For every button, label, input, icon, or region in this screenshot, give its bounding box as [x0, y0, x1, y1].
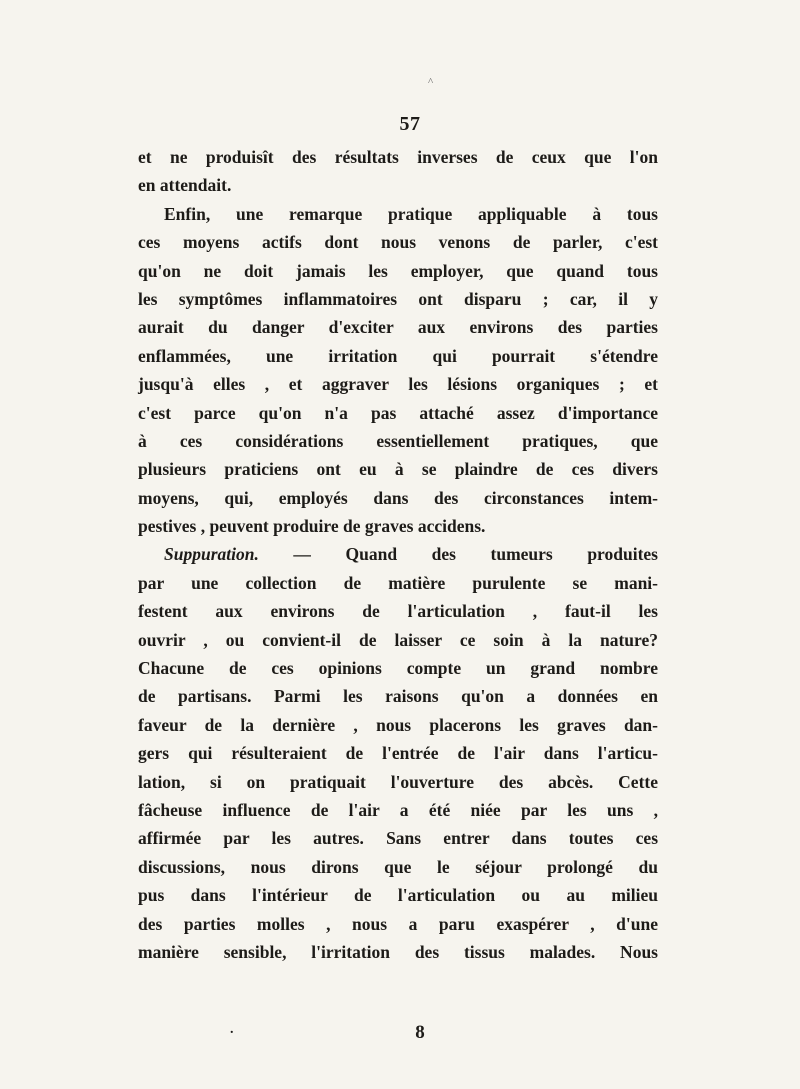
text-line: aurait du danger d'exciter aux environs des parties: [138, 317, 658, 338]
text-line: les symptômes inflammatoires ont disparu ; car, il y: [138, 288, 658, 309]
text-line-content: — Quand des tumeurs produites: [293, 544, 658, 565]
text-line: pus dans l'intérieur de l'articulation ou au milieu: [138, 885, 658, 906]
text-line: Chacune de ces opinions compte un grand nombre: [138, 658, 658, 679]
text-line: discussions, nous dirons que le séjour prolongé du: [138, 856, 658, 877]
text-line: c'est parce qu'on n'a pas attaché assez d'importance: [138, 402, 658, 423]
text-line: enflammées, une irritation qui pourrait s'étendre: [138, 345, 658, 366]
text-line: moyens, qui, employés dans des circonstances intem-: [138, 487, 658, 508]
text-line: des parties molles , nous a paru exaspérer , d'une: [138, 913, 658, 934]
text-line: lation, si on pratiquait l'ouverture des abcès. Cette: [138, 771, 658, 792]
text-line: ces moyens actifs dont nous venons de parler, c'est: [138, 232, 658, 253]
text-line: faveur de la dernière , nous placerons les graves dan-: [138, 714, 658, 735]
text-line: qu'on ne doit jamais les employer, que quand tous: [138, 260, 658, 281]
text-line: affirmée par les autres. Sans entrer dans toutes ces: [138, 828, 658, 849]
text-line: plusieurs praticiens ont eu à se plaindre de ces divers: [138, 459, 658, 480]
text-line: manière sensible, l'irritation des tissus malades. Nous: [138, 941, 658, 962]
text-line: gers qui résulteraient de l'entrée de l'air dans l'articu-: [138, 743, 658, 764]
text-line: ouvrir , ou convient-il de laisser ce soin à la nature?: [138, 629, 658, 650]
text-line: et ne produisît des résultats inverses de ceux que l'on: [138, 147, 658, 167]
stray-mark: ^: [428, 76, 434, 88]
text-line: de partisans. Parmi les raisons qu'on a données en: [138, 686, 658, 707]
footer-dot: .: [230, 1022, 234, 1037]
text-line: Enfin, une remarque pratique appliquable à tous: [164, 203, 658, 224]
signature-mark: 8: [415, 1022, 425, 1043]
body-text: [138, 143, 658, 966]
text-line: jusqu'à elles , et aggraver les lésions organiques ; et: [138, 374, 658, 395]
text-line: à ces considérations essentiellement pratiques, que: [138, 430, 658, 451]
text-line: fâcheuse influence de l'air a été niée par les uns ,: [138, 799, 658, 820]
section-heading: Suppuration.: [164, 544, 259, 565]
text-line: pestives , peuvent produire de graves accidens.: [138, 516, 486, 537]
text-line: en attendait.: [138, 175, 232, 196]
text-line: festent aux environs de l'articulation , faut-il les: [138, 601, 658, 622]
page-number: 57: [399, 113, 421, 135]
text-line: par une collection de matière purulente se mani-: [138, 572, 658, 593]
text-line: [138, 540, 658, 568]
